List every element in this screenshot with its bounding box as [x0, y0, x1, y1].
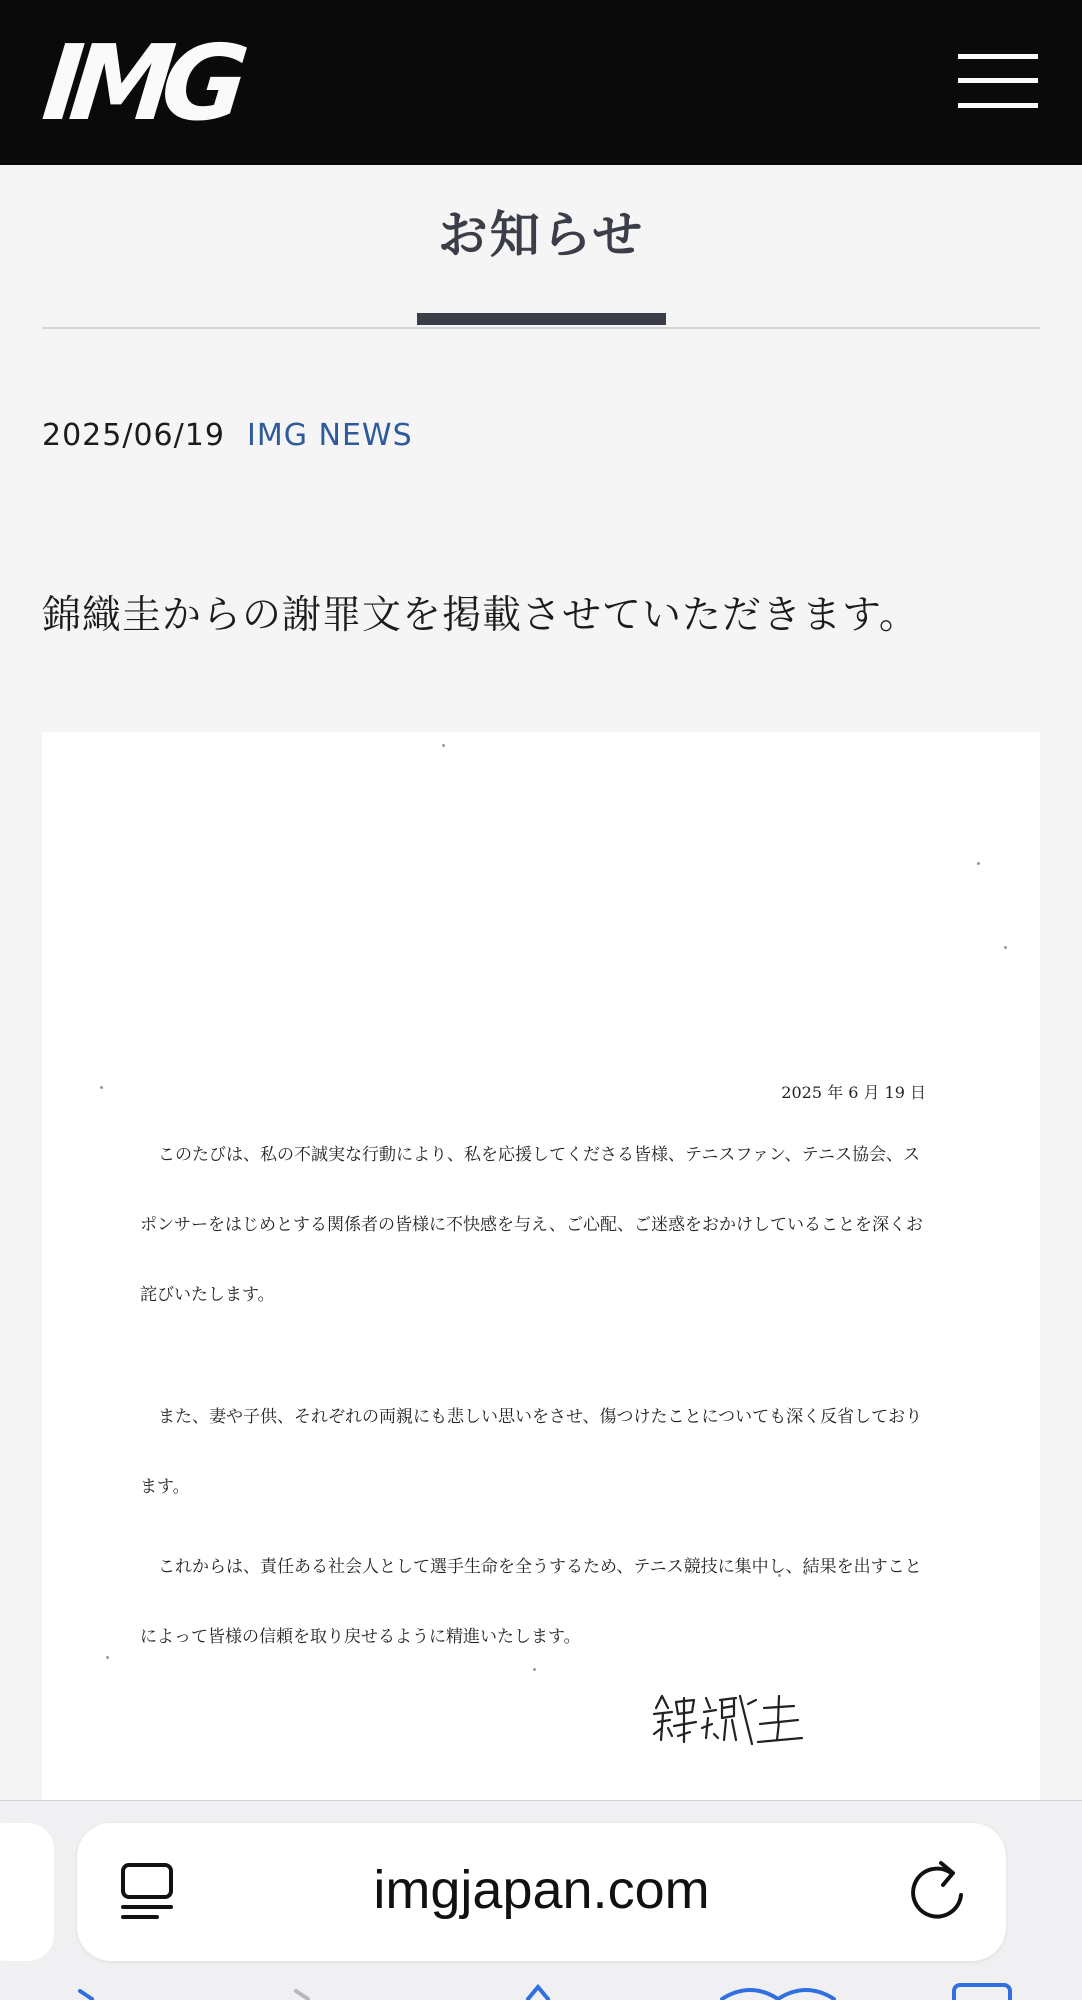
tabs-icon [954, 1985, 1010, 2000]
post-category-link[interactable]: IMG NEWS [247, 418, 413, 453]
title-accent-bar [417, 313, 666, 325]
letter-paragraph: また、妻や子供、それぞれの両親にも悲しい思いをさせ、傷つけたことについても深く反省しております。 [140, 1407, 923, 1497]
forward-icon [296, 1991, 308, 1999]
paper-speck [1004, 946, 1007, 949]
menu-bar [958, 78, 1038, 83]
signature [648, 1678, 808, 1758]
url-text[interactable]: imgjapan.com [373, 1860, 710, 1920]
reload-icon[interactable] [907, 1859, 967, 1923]
toolbar-icons-peek [0, 1977, 1082, 2000]
apology-letter-image [42, 732, 1040, 1802]
section-title: お知らせ [437, 206, 645, 264]
address-bar[interactable] [77, 1823, 1006, 1961]
paper-speck [106, 1656, 109, 1659]
back-icon [80, 1991, 92, 1999]
hamburger-icon[interactable] [955, 52, 1041, 112]
post-lead: 錦織圭からの謝罪文を掲載させていただきます。 [42, 593, 919, 638]
share-icon [528, 1987, 548, 1999]
menu-bar [958, 103, 1038, 108]
paper-speck [100, 1086, 103, 1089]
letter-paragraph: これからは、責任ある社会人として選手生命を全うするため、テニス競技に集中し、結果を出すことによって皆様の信頼を取り戻せるように精進いたします。 [140, 1557, 922, 1647]
menu-bar [958, 54, 1038, 59]
paper-speck [977, 862, 980, 865]
letter-paragraph: このたびは、私の不誠実な行動により、私を応援してくださる皆様、テニスファン、テニス協会、スポンサーをはじめとする関係者の皆様に不快感を与え、ご心配、ご迷惑をおかけしていることを深くお詫びいたします。 [140, 1145, 924, 1305]
paper-speck [442, 744, 445, 747]
title-divider [42, 327, 1040, 329]
previous-tab-preview[interactable] [0, 1823, 54, 1961]
site-header [0, 0, 1082, 165]
post-date: 2025/06/19 [42, 418, 225, 453]
img-logo[interactable]: IMG [37, 22, 243, 144]
bookmarks-icon [722, 1990, 834, 1999]
letter-date: 2025 年 6 月 19 日 [781, 1083, 926, 1102]
browser-toolbar [0, 1800, 1082, 2000]
